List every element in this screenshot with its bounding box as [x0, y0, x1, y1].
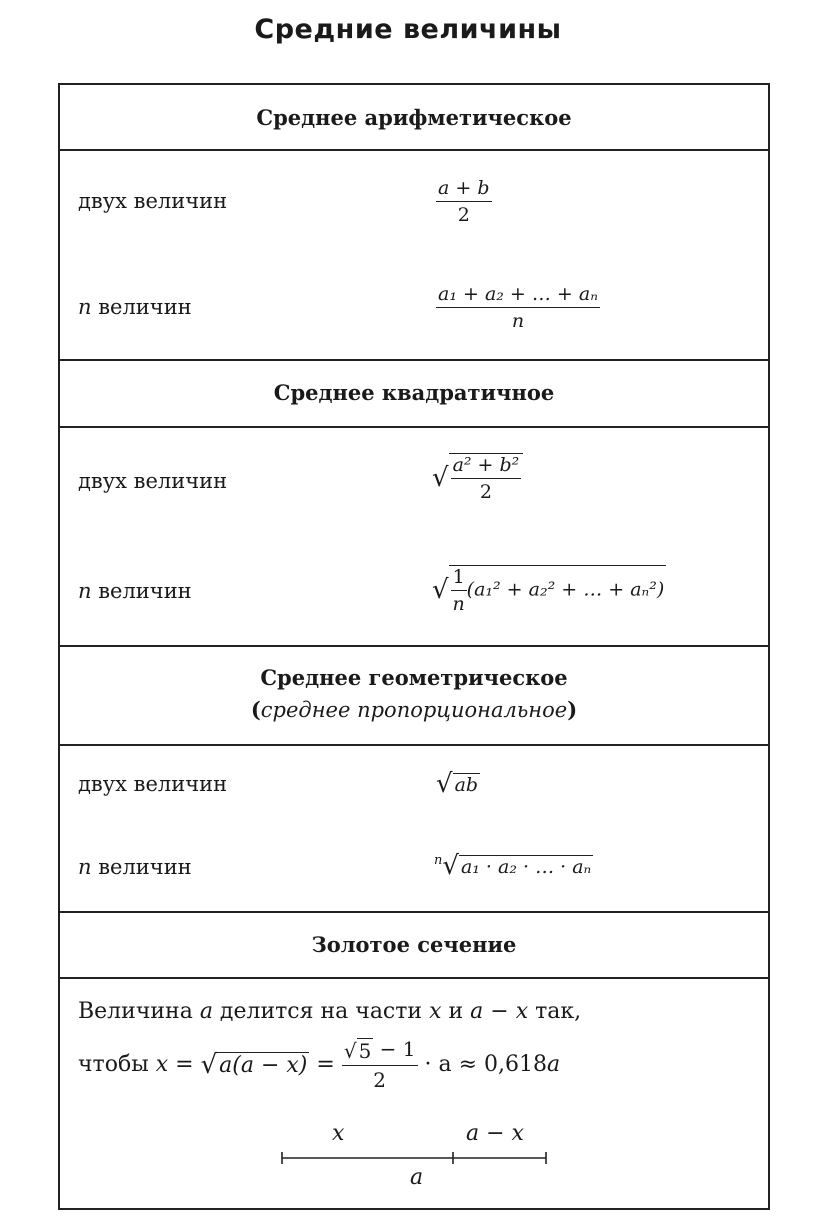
row-label-two-values: двух величин: [78, 189, 228, 213]
divider: [60, 744, 768, 746]
golden-definition-line: Величина a делится на части x и a − x так,: [78, 999, 582, 1024]
formula-table: [58, 83, 770, 1210]
geometric-n-formula: $^n$√ a₁ · a₂ · … · aₙ: [434, 851, 592, 882]
geometric-two-formula: √ ab: [436, 769, 479, 799]
row-label-two-values: двух величин: [78, 469, 228, 493]
section-heading-golden: Золотое сечение: [311, 932, 517, 957]
divider: [60, 359, 768, 361]
section-subheading-geometric: (среднее пропорциональное): [250, 697, 578, 722]
arithmetic-two-formula: $\frac{a + b}{2}$: [438, 177, 490, 226]
segment-label-x: x: [332, 1121, 345, 1146]
row-label-two-values: двух величин: [78, 772, 228, 796]
row-label-n-values: n величин: [78, 855, 192, 879]
divider: [60, 149, 768, 151]
quadratic-n-formula: √ $\frac{1}{n}$ (a₁² + a₂² + … + aₙ²): [432, 566, 665, 615]
divider: [60, 977, 768, 979]
quadratic-two-formula: √ $\frac{\text{a² + b²}}{2}$: [432, 453, 523, 503]
page-title: Средние величины: [254, 14, 562, 45]
golden-formula-line: чтобы x = √a(a − x) = $\frac{√ 5 - 1}{2}$ · a ≈ 0,618a: [78, 1037, 561, 1092]
segment-label-a: a: [410, 1165, 424, 1190]
divider: [60, 426, 768, 428]
section-heading-geometric: Среднее геометрическое: [260, 665, 568, 690]
row-label-n-values: n величин: [78, 579, 192, 603]
section-heading-quadratic: Среднее квадратичное: [273, 380, 555, 405]
divider: [60, 911, 768, 913]
row-label-n-values: n величин: [78, 295, 192, 319]
divider: [60, 645, 768, 647]
arithmetic-n-formula: $\frac{\text{a₁ + a₂ + … + aₙ}}{n}$: [438, 283, 598, 332]
section-heading-arithmetic: Среднее арифметическое: [256, 105, 572, 130]
golden-segment: [280, 1149, 550, 1165]
segment-label-a-minus-x: a − x: [466, 1121, 524, 1146]
